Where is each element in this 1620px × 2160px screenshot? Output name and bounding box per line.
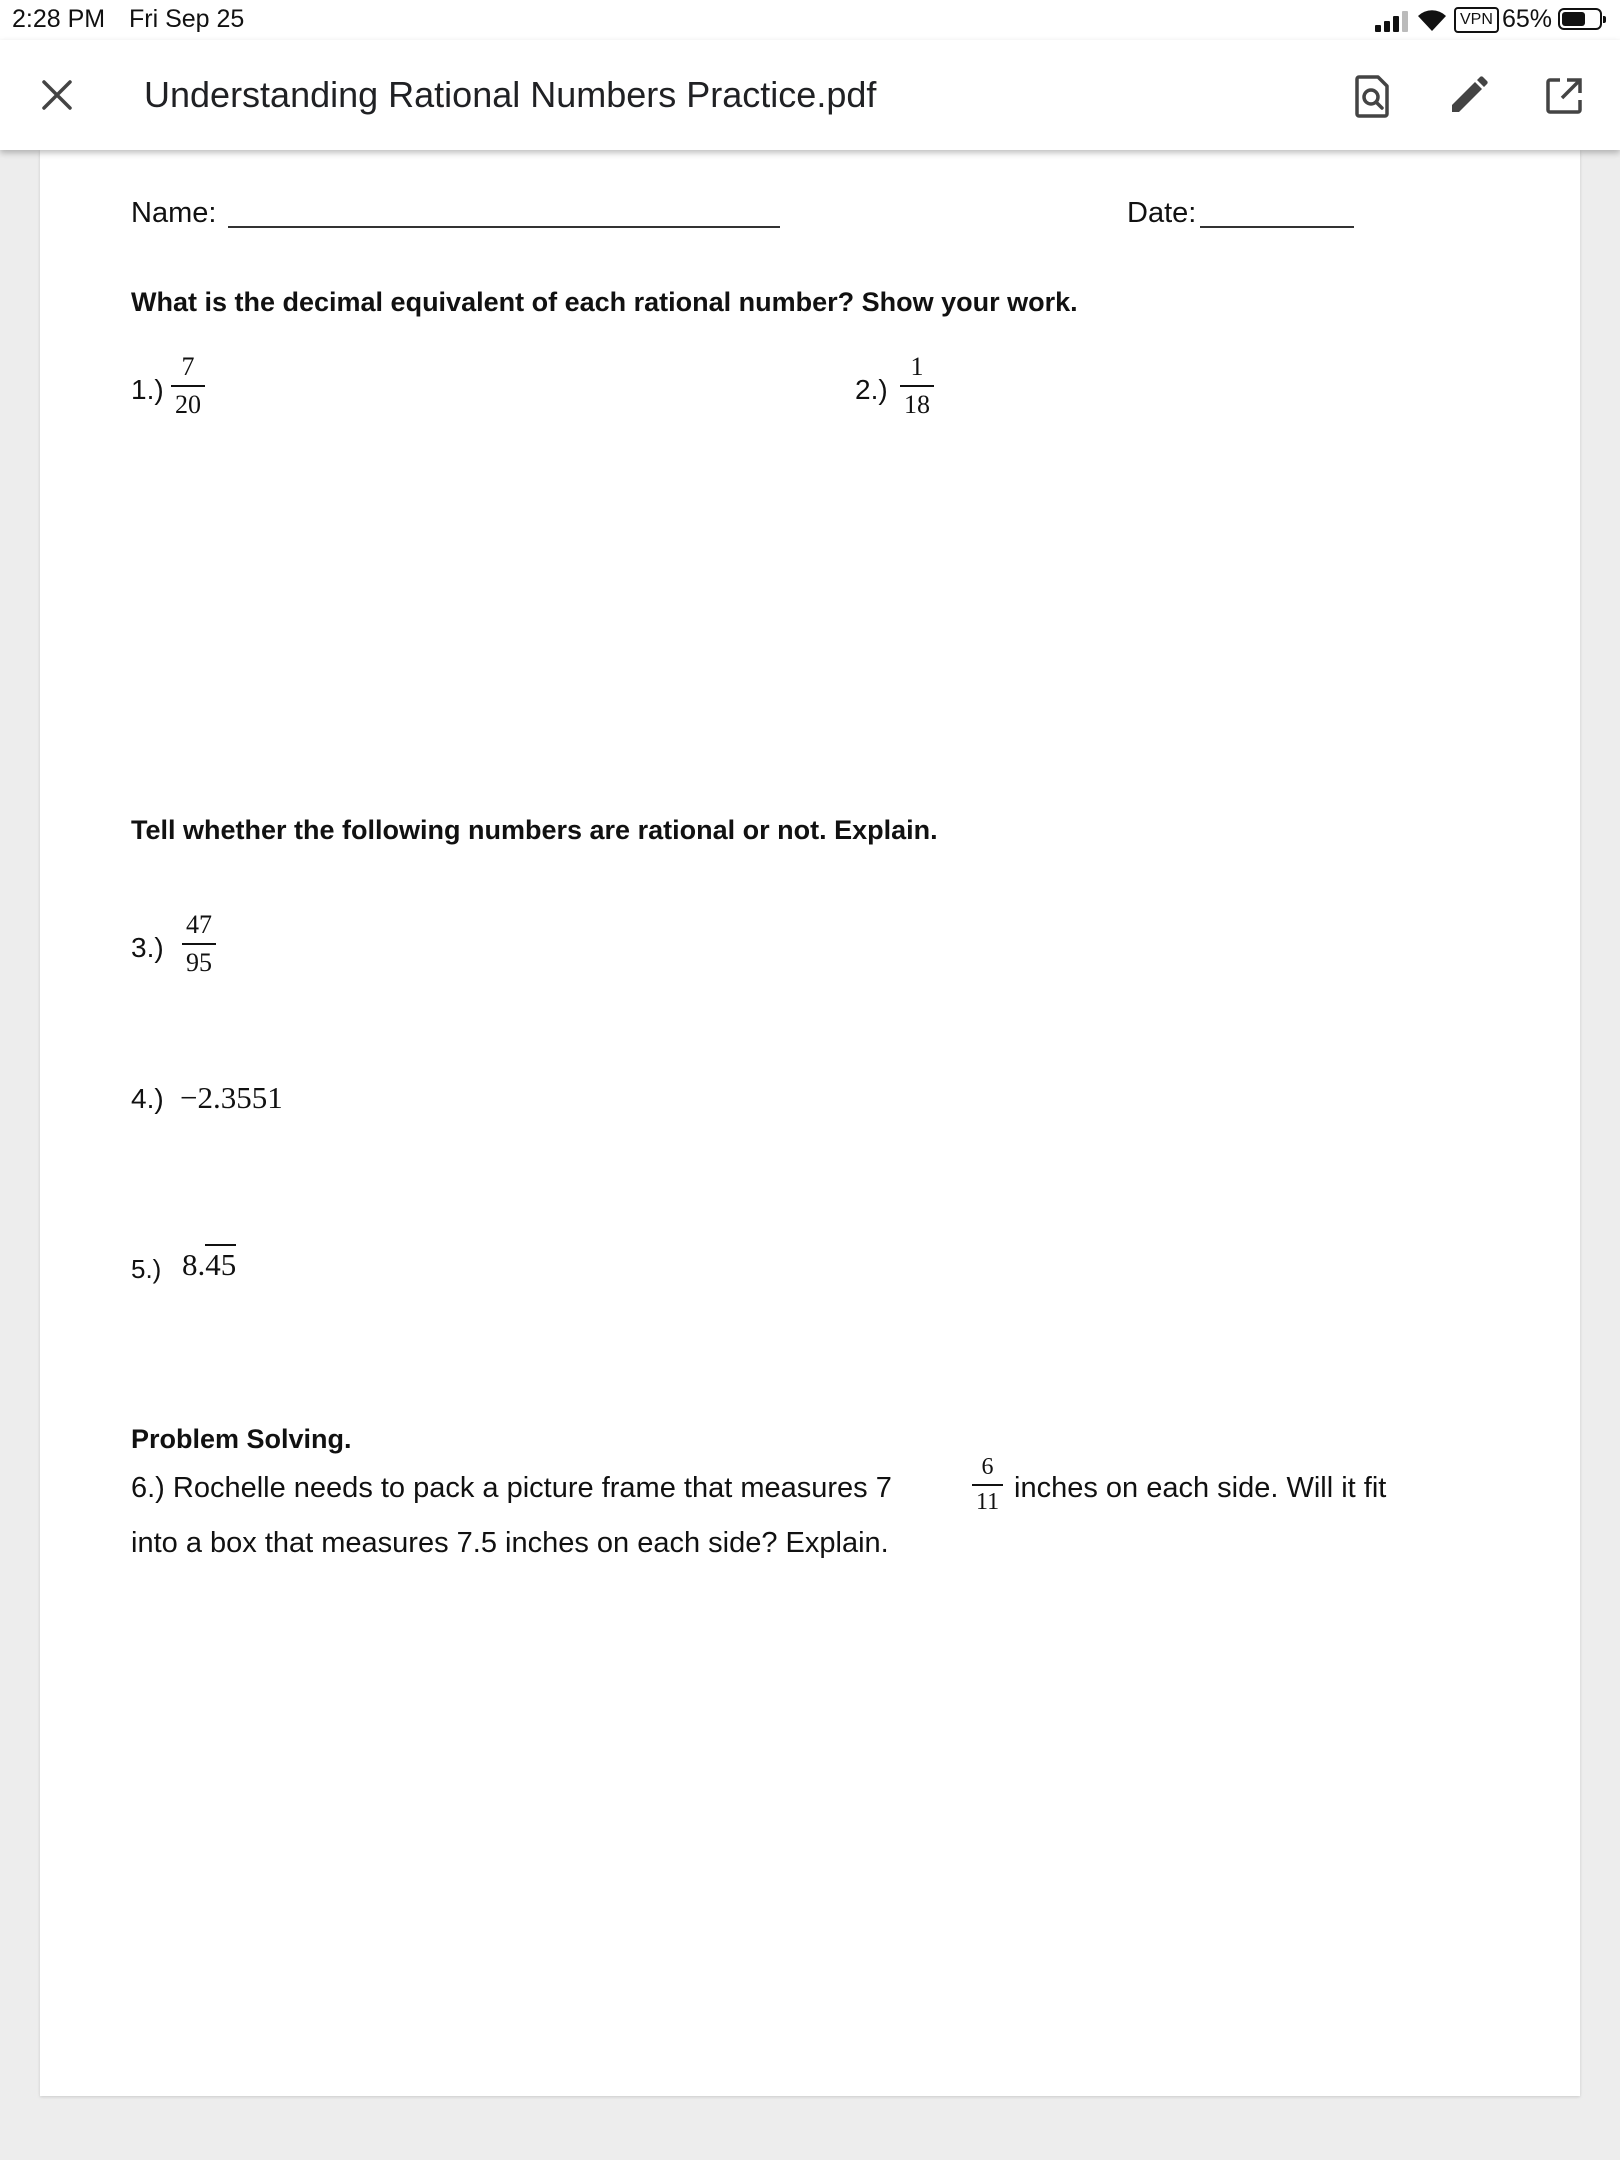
q5-repeating-digits: 45 bbox=[205, 1244, 236, 1282]
viewer-toolbar bbox=[0, 40, 1620, 150]
close-icon bbox=[32, 70, 82, 120]
q1-fraction bbox=[171, 353, 205, 419]
document-search-icon bbox=[1346, 70, 1398, 122]
battery-percent: 65% bbox=[1502, 5, 1553, 33]
date-label: Date: bbox=[1127, 197, 1197, 229]
q2-denominator: 18 bbox=[904, 390, 930, 419]
status-time: 2:28 PM bbox=[12, 5, 106, 33]
q4-value: −2.3551 bbox=[180, 1080, 283, 1115]
section2-heading: Tell whether the following numbers are rational or not. Explain. bbox=[131, 815, 938, 845]
pdf-page bbox=[40, 150, 1580, 2096]
section3-heading: Problem Solving. bbox=[131, 1424, 352, 1454]
status-date: Fri Sep 25 bbox=[129, 5, 245, 33]
open-external-button[interactable] bbox=[1538, 70, 1590, 122]
document-title: Understanding Rational Numbers Practice.pdf bbox=[144, 74, 877, 115]
q6-text-start: 6.) Rochelle needs to pack a picture frame that measures 7 bbox=[131, 1472, 892, 1504]
vpn-badge: VPN bbox=[1454, 7, 1499, 33]
q3-numerator: 47 bbox=[186, 910, 212, 939]
q5-value bbox=[182, 1247, 236, 1283]
q1-label: 1.) bbox=[131, 374, 164, 405]
q3-fraction bbox=[182, 911, 216, 977]
q5-whole: 8. bbox=[182, 1247, 206, 1282]
cellular-signal-icon bbox=[1375, 10, 1409, 32]
pencil-icon bbox=[1442, 70, 1494, 122]
q2-numerator: 1 bbox=[910, 352, 924, 381]
find-in-document-button[interactable] bbox=[1346, 70, 1398, 122]
q3-label: 3.) bbox=[131, 932, 164, 963]
close-button[interactable] bbox=[32, 70, 82, 120]
q6-fraction bbox=[972, 1455, 1003, 1515]
date-line bbox=[1200, 226, 1354, 228]
battery-icon bbox=[1558, 8, 1602, 30]
section1-heading: What is the decimal equivalent of each rational number? Show your work. bbox=[131, 287, 1078, 317]
battery-fill bbox=[1562, 12, 1585, 26]
q6-text-end: inches on each side. Will it fit bbox=[1014, 1472, 1387, 1504]
wifi-icon bbox=[1417, 8, 1447, 32]
q1-numerator: 7 bbox=[181, 352, 195, 381]
q5-label: 5.) bbox=[131, 1254, 162, 1284]
open-in-new-icon bbox=[1538, 70, 1590, 122]
q2-label: 2.) bbox=[855, 374, 888, 405]
status-bar bbox=[0, 0, 1620, 40]
q6-numerator: 6 bbox=[981, 1454, 994, 1480]
q2-fraction bbox=[900, 353, 934, 419]
q3-denominator: 95 bbox=[186, 948, 212, 977]
name-label: Name: bbox=[131, 197, 217, 229]
name-line bbox=[228, 226, 780, 228]
q6-text-line2: into a box that measures 7.5 inches on each side? Explain. bbox=[131, 1527, 889, 1559]
q4-label: 4.) bbox=[131, 1083, 164, 1114]
q1-denominator: 20 bbox=[175, 390, 201, 419]
q6-denominator: 11 bbox=[976, 1489, 1000, 1515]
edit-button[interactable] bbox=[1442, 70, 1494, 122]
